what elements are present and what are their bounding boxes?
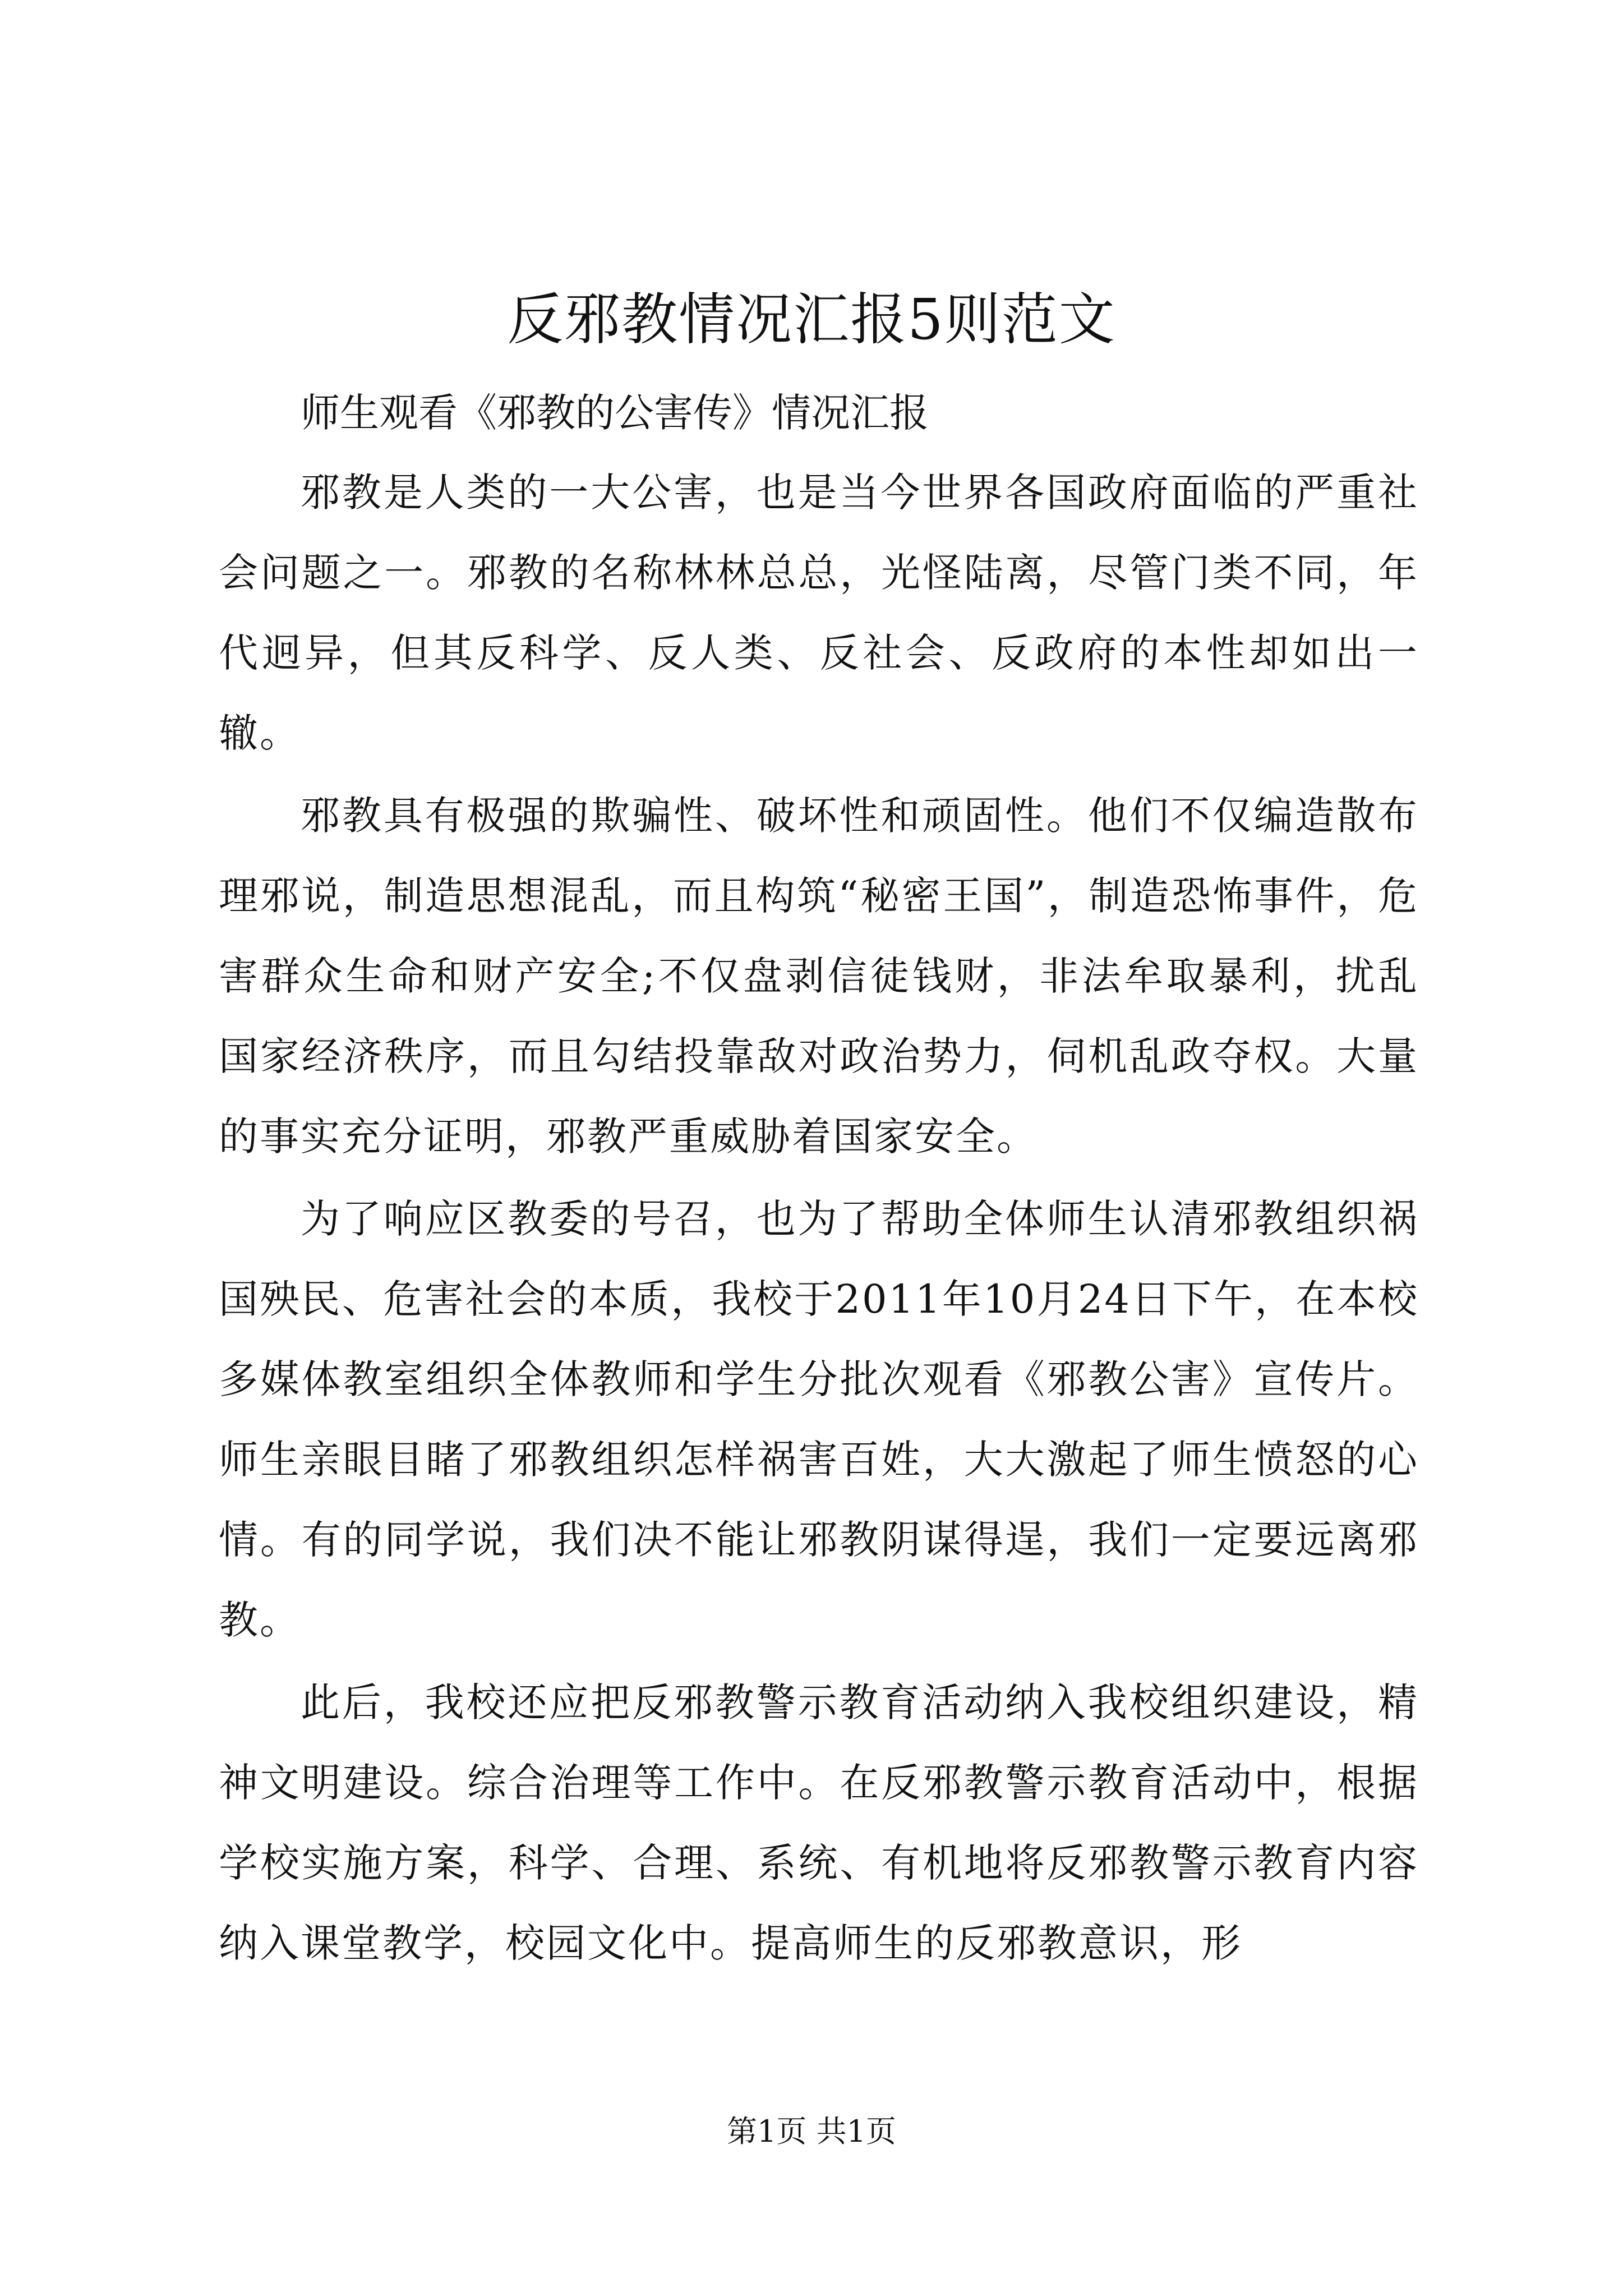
paragraph-3: 为了响应区教委的号召，也为了帮助全体师生认清邪教组织祸国殃民、危害社会的本质，我校于2011年10月24日下午，在本校多媒体教室组织全体教师和学生分批次观看《邪教公害》宣传片。师生亲眼目睹了邪教组织怎样祸害百姓，大大激起了师生愤怒的心情。有的同学说，我们决不能让邪教阴谋得逞，我们一定要远离邪教。 xyxy=(219,1196,1419,1643)
document-title: 反邪教情况汇报5则范文 xyxy=(507,287,1116,352)
document-subtitle: 师生观看《邪教的公害传》情况汇报 xyxy=(301,390,929,436)
paragraph-1: 邪教是人类的一大公害，也是当今世界各国政府面临的严重社会问题之一。邪教的名称林林总总，光怪陆离，尽管门类不同，年代迥异，但其反科学、反人类、反社会、反政府的本性却如出一辙。 xyxy=(219,470,1419,756)
paragraph-2: 邪教具有极强的欺骗性、破坏性和顽固性。他们不仅编造散布理邪说，制造思想混乱，而且构筑“秘密王国”，制造恐怖事件，危害群众生命和财产安全;不仅盘剥信徒钱财，非法牟取暴利，扰乱国家经济秩序，而且勾结投靠敌对政治势力，伺机乱政夺权。大量的事实充分证明，邪教严重威胁着国家安全。 xyxy=(219,793,1419,1159)
document-body xyxy=(219,373,1419,1984)
paragraph-4: 此后，我校还应把反邪教警示教育活动纳入我校组织建设，精神文明建设。综合治理等工作中。在反邪教警示教育活动中，根据学校实施方案，科学、合理、系统、有机地将反邪教警示教育内容纳入课堂教学，校园文化中。提高师生的反邪教意识，形 xyxy=(219,1680,1419,1966)
page-number-footer: 第1页 共1页 xyxy=(727,2114,896,2149)
